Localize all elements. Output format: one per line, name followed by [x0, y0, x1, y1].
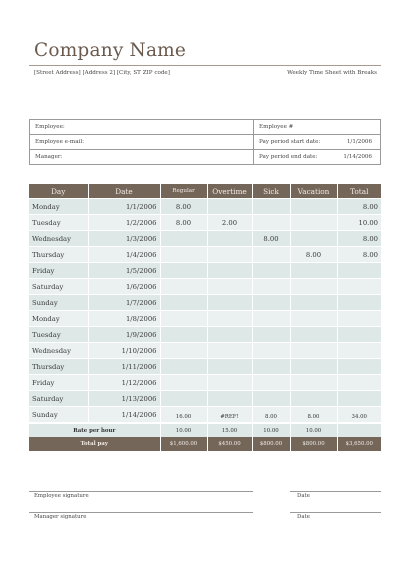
- info-divider: [253, 120, 254, 164]
- date-cell: 1/5/2006: [88, 263, 160, 279]
- regular-cell[interactable]: [160, 279, 207, 295]
- day-cell: Tuesday: [29, 215, 88, 231]
- table-row: [29, 359, 381, 375]
- hours-total-total: 34.00: [337, 410, 381, 424]
- end-date-label: Pay period end date:: [259, 154, 318, 160]
- date-cell: 1/2/2006: [88, 215, 160, 231]
- total-pay-row: [29, 437, 381, 451]
- table-row: [29, 311, 381, 327]
- vacation-cell[interactable]: [290, 327, 337, 343]
- table-row: [29, 295, 381, 311]
- day-cell: Tuesday: [29, 327, 88, 343]
- overtime-cell[interactable]: [207, 295, 252, 311]
- day-cell: Thursday: [29, 247, 88, 263]
- table-header-row: [29, 184, 381, 199]
- col-header-regular: Regular: [160, 184, 207, 199]
- regular-cell[interactable]: [160, 231, 207, 247]
- header-rule: [29, 65, 381, 66]
- pay-vacation: $800.00: [290, 437, 337, 451]
- vacation-cell[interactable]: [290, 295, 337, 311]
- date-cell: 1/11/2006: [88, 359, 160, 375]
- employee-info-box: [29, 119, 381, 165]
- vacation-cell[interactable]: [290, 199, 337, 215]
- manager-date-line[interactable]: [290, 512, 381, 513]
- vacation-cell[interactable]: [290, 359, 337, 375]
- sick-cell[interactable]: [252, 247, 290, 263]
- sick-cell[interactable]: [252, 391, 290, 407]
- day-cell: Saturday: [29, 391, 88, 407]
- regular-cell[interactable]: 8.00: [160, 199, 207, 215]
- rate-row: [29, 424, 381, 437]
- regular-cell[interactable]: [160, 295, 207, 311]
- table-row: [29, 263, 381, 279]
- pay-sick: $800.00: [252, 437, 290, 451]
- total-cell: [337, 343, 381, 359]
- employee-signature-label: Employee signature: [34, 493, 89, 499]
- regular-cell[interactable]: [160, 343, 207, 359]
- date-cell: 1/4/2006: [88, 247, 160, 263]
- sick-cell[interactable]: [252, 263, 290, 279]
- sick-cell[interactable]: [252, 359, 290, 375]
- table-row: [29, 247, 381, 263]
- pay-total: $3,650.00: [337, 437, 381, 451]
- day-cell: Sunday: [29, 407, 88, 423]
- hours-total-sick: 8.00: [252, 410, 290, 424]
- day-cell: Wednesday: [29, 231, 88, 247]
- regular-cell[interactable]: [160, 359, 207, 375]
- overtime-cell[interactable]: [207, 247, 252, 263]
- table-row: [29, 327, 381, 343]
- total-cell: 10.00: [337, 215, 381, 231]
- employee-date-label: Date: [297, 493, 310, 499]
- col-header-vacation: Vacation: [290, 184, 337, 199]
- total-cell: [337, 311, 381, 327]
- rate-sick[interactable]: 10.00: [252, 424, 290, 437]
- total-cell: [337, 375, 381, 391]
- email-label: Employee e-mail:: [35, 139, 84, 145]
- total-cell: [337, 295, 381, 311]
- overtime-cell[interactable]: [207, 311, 252, 327]
- table-row: [29, 215, 381, 231]
- vacation-cell[interactable]: 8.00: [290, 247, 337, 263]
- employee-date-line[interactable]: [290, 491, 381, 492]
- regular-cell[interactable]: [160, 311, 207, 327]
- sick-cell[interactable]: [252, 327, 290, 343]
- total-cell: [337, 327, 381, 343]
- overtime-cell[interactable]: 2.00: [207, 215, 252, 231]
- table-row: [29, 375, 381, 391]
- sick-cell[interactable]: [252, 215, 290, 231]
- regular-cell[interactable]: [160, 391, 207, 407]
- col-header-overtime: Overtime: [207, 184, 252, 199]
- overtime-cell[interactable]: [207, 263, 252, 279]
- timesheet-body: [29, 199, 381, 423]
- rate-label: Rate per hour: [29, 424, 160, 437]
- timesheet-table: [29, 184, 381, 422]
- hours-total-row: [29, 410, 381, 424]
- start-date-label: Pay period start date:: [259, 139, 321, 145]
- manager-date-label: Date: [297, 514, 310, 520]
- date-cell: 1/7/2006: [88, 295, 160, 311]
- vacation-cell[interactable]: [290, 231, 337, 247]
- hours-total-overtime: #REF!: [207, 410, 252, 424]
- date-cell: 1/10/2006: [88, 343, 160, 359]
- company-name: Company Name: [34, 40, 187, 61]
- total-cell: 8.00: [337, 199, 381, 215]
- table-row: [29, 279, 381, 295]
- rate-empty: [337, 424, 381, 437]
- regular-cell[interactable]: [160, 263, 207, 279]
- day-cell: Saturday: [29, 279, 88, 295]
- company-address: [Street Address] [Address 2] [City, ST ZIP code]: [34, 70, 170, 76]
- sick-cell[interactable]: [252, 343, 290, 359]
- overtime-cell[interactable]: [207, 343, 252, 359]
- day-cell: Friday: [29, 375, 88, 391]
- rate-regular[interactable]: 10.00: [160, 424, 207, 437]
- hours-total-label-cell: [29, 410, 160, 424]
- table-row: [29, 231, 381, 247]
- manager-signature-line[interactable]: [29, 512, 253, 513]
- manager-signature-label: Manager signature: [34, 514, 87, 520]
- date-cell: 1/13/2006: [88, 391, 160, 407]
- col-header-day: Day: [29, 184, 88, 199]
- rate-overtime[interactable]: 15.00: [207, 424, 252, 437]
- total-cell: [337, 359, 381, 375]
- date-cell: 1/1/2006: [88, 199, 160, 215]
- end-date-value: 1/14/2006: [343, 154, 372, 160]
- overtime-cell[interactable]: [207, 375, 252, 391]
- date-cell: 1/14/2006: [88, 407, 160, 423]
- day-cell: Thursday: [29, 359, 88, 375]
- overtime-cell[interactable]: [207, 199, 252, 215]
- hours-total-regular: 16.00: [160, 410, 207, 424]
- regular-cell[interactable]: [160, 247, 207, 263]
- sick-cell[interactable]: [252, 199, 290, 215]
- rate-vacation[interactable]: 10.00: [290, 424, 337, 437]
- regular-cell[interactable]: [160, 375, 207, 391]
- vacation-cell[interactable]: [290, 311, 337, 327]
- day-cell: Friday: [29, 263, 88, 279]
- regular-cell[interactable]: [160, 327, 207, 343]
- pay-regular: $1,600.00: [160, 437, 207, 451]
- date-cell: 1/6/2006: [88, 279, 160, 295]
- day-cell: Monday: [29, 199, 88, 215]
- info-row-divider: [30, 149, 380, 150]
- overtime-cell[interactable]: [207, 391, 252, 407]
- total-cell: 8.00: [337, 247, 381, 263]
- employee-signature-line[interactable]: [29, 491, 253, 492]
- vacation-cell[interactable]: [290, 215, 337, 231]
- day-cell: Wednesday: [29, 343, 88, 359]
- sick-cell[interactable]: [252, 311, 290, 327]
- vacation-cell[interactable]: [290, 375, 337, 391]
- overtime-cell[interactable]: [207, 327, 252, 343]
- manager-label: Manager:: [35, 154, 63, 160]
- start-date-value: 1/1/2006: [346, 139, 372, 145]
- vacation-cell[interactable]: [290, 279, 337, 295]
- sick-cell[interactable]: [252, 279, 290, 295]
- date-cell: 1/9/2006: [88, 327, 160, 343]
- day-cell: Monday: [29, 311, 88, 327]
- table-row: [29, 391, 381, 407]
- table-row: [29, 199, 381, 215]
- pay-overtime: $450.00: [207, 437, 252, 451]
- day-cell: Sunday: [29, 295, 88, 311]
- hours-total-vacation: 8.00: [290, 410, 337, 424]
- vacation-cell[interactable]: [290, 263, 337, 279]
- sick-cell[interactable]: [252, 375, 290, 391]
- employee-label: Employee:: [35, 124, 65, 130]
- totals-table: [29, 410, 381, 451]
- total-cell: [337, 263, 381, 279]
- overtime-cell[interactable]: [207, 279, 252, 295]
- regular-cell[interactable]: 8.00: [160, 215, 207, 231]
- info-row-divider: [30, 134, 380, 135]
- employee-number-label: Employee #: [259, 124, 294, 130]
- total-cell: [337, 391, 381, 407]
- col-header-total: Total: [337, 184, 381, 199]
- total-cell: [337, 279, 381, 295]
- total-pay-label: Total pay: [29, 437, 160, 451]
- vacation-cell[interactable]: [290, 343, 337, 359]
- vacation-cell[interactable]: [290, 391, 337, 407]
- sick-cell[interactable]: 8.00: [252, 231, 290, 247]
- table-row: [29, 343, 381, 359]
- total-cell: 8.00: [337, 231, 381, 247]
- date-cell: 1/8/2006: [88, 311, 160, 327]
- overtime-cell[interactable]: [207, 231, 252, 247]
- col-header-date: Date: [88, 184, 160, 199]
- date-cell: 1/12/2006: [88, 375, 160, 391]
- date-cell: 1/3/2006: [88, 231, 160, 247]
- sheet-title: Weekly Time Sheet with Breaks: [287, 70, 377, 76]
- sick-cell[interactable]: [252, 295, 290, 311]
- overtime-cell[interactable]: [207, 359, 252, 375]
- col-header-sick: Sick: [252, 184, 290, 199]
